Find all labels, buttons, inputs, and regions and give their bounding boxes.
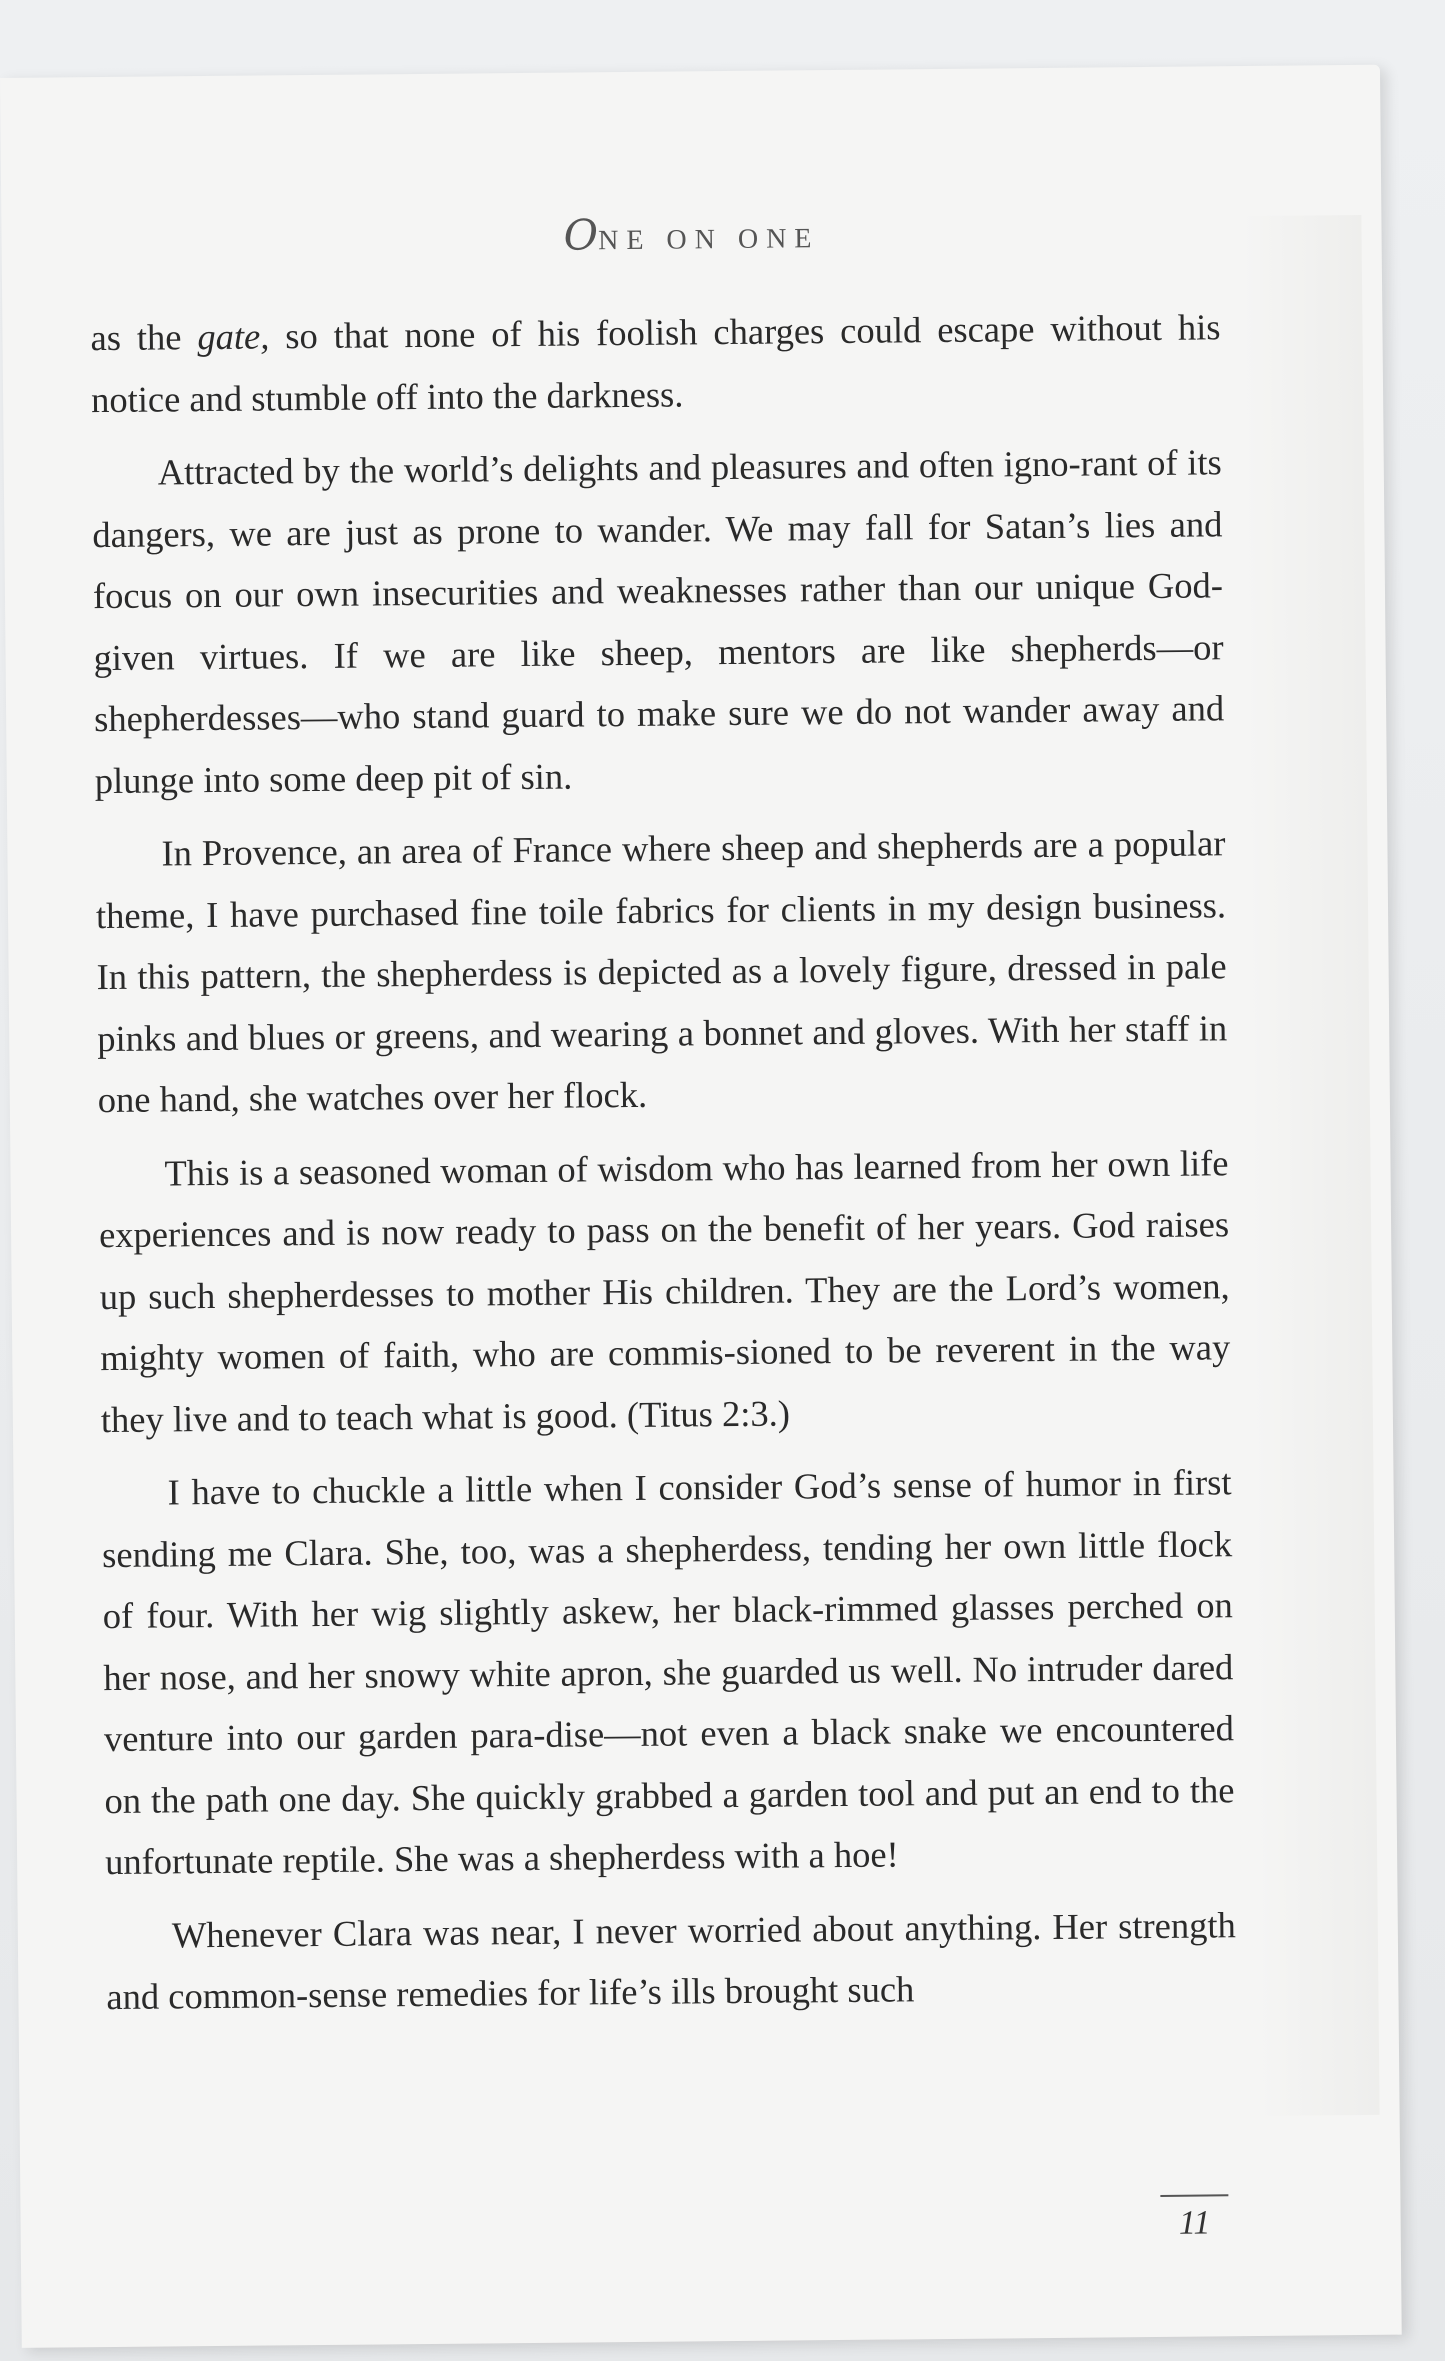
page-number: 11: [1178, 2204, 1211, 2242]
paragraph-3: In Provence, an area of France where sheep and shepherds are a popular theme, I have purchased fine toile fabrics for clients in my design business. In this pattern, the shepherdess is depicted as a lovely figure, dressed in pale pinks and blues or greens, and wearing a bonnet and gloves. With her staff in one hand, she watches over her flock.: [95, 822, 1228, 1121]
page-show-through: [1241, 215, 1379, 2116]
paragraph-5: I have to chuckle a little when I consider God’s sense of humor in first sending me Clara. She, too, was a shepherdess, tending her own little flock of four. With her wig slightly askew, her black-rimmed glasses perched on her nose, and her snowy white apron, she guarded us well. No intruder dared venture into our garden para-dise—not even a black snake we encountered on the path one day. She quickly grabbed a garden tool and put an end to the unfortunate reptile. She was a shepherdess with a hoe!: [101, 1461, 1235, 1883]
paragraph-1-end: so that none of his foolish charges could escape without his notice and stumble off into the darkness.: [90, 306, 1221, 420]
paragraph-1: [90, 296, 1221, 430]
italic-gate: gate,: [197, 315, 270, 358]
running-head: [1, 203, 1381, 265]
book-page: [0, 65, 1402, 2348]
paragraph-1-start: as the: [90, 316, 198, 359]
running-head-initial: O: [563, 210, 599, 260]
paragraph-6: Whenever Clara was near, I never worried about anything. Her strength and common-sense remedies for life’s ills brought such: [106, 1903, 1236, 2018]
paragraph-2: Attracted by the world’s delights and pleasures and often igno-rant of its dangers, we are just as prone to wander. We may fall for Satan’s lies and focus on our own insecurities and weaknesses rather than our unique God-given virtues. If we are like sheep, mentors are like shepherds—or shepherdesses—who stand guard to make sure we do not wander away and plunge into some deep pit of sin.: [92, 441, 1225, 801]
body-text: [90, 296, 1237, 2039]
paragraph-4: This is a seasoned woman of wisdom who has learned from her own life experiences and is now ready to pass on the benefit of her years. God raises up such shepherdesses to mother His children. They are the Lord’s women, mighty women of faith, who are commis-sioned to be reverent in the way they live and to teach what is good. (Titus 2:3.): [98, 1141, 1231, 1440]
folio-rule: [1160, 2194, 1228, 2197]
running-head-text: NE ON ONE: [598, 223, 820, 257]
